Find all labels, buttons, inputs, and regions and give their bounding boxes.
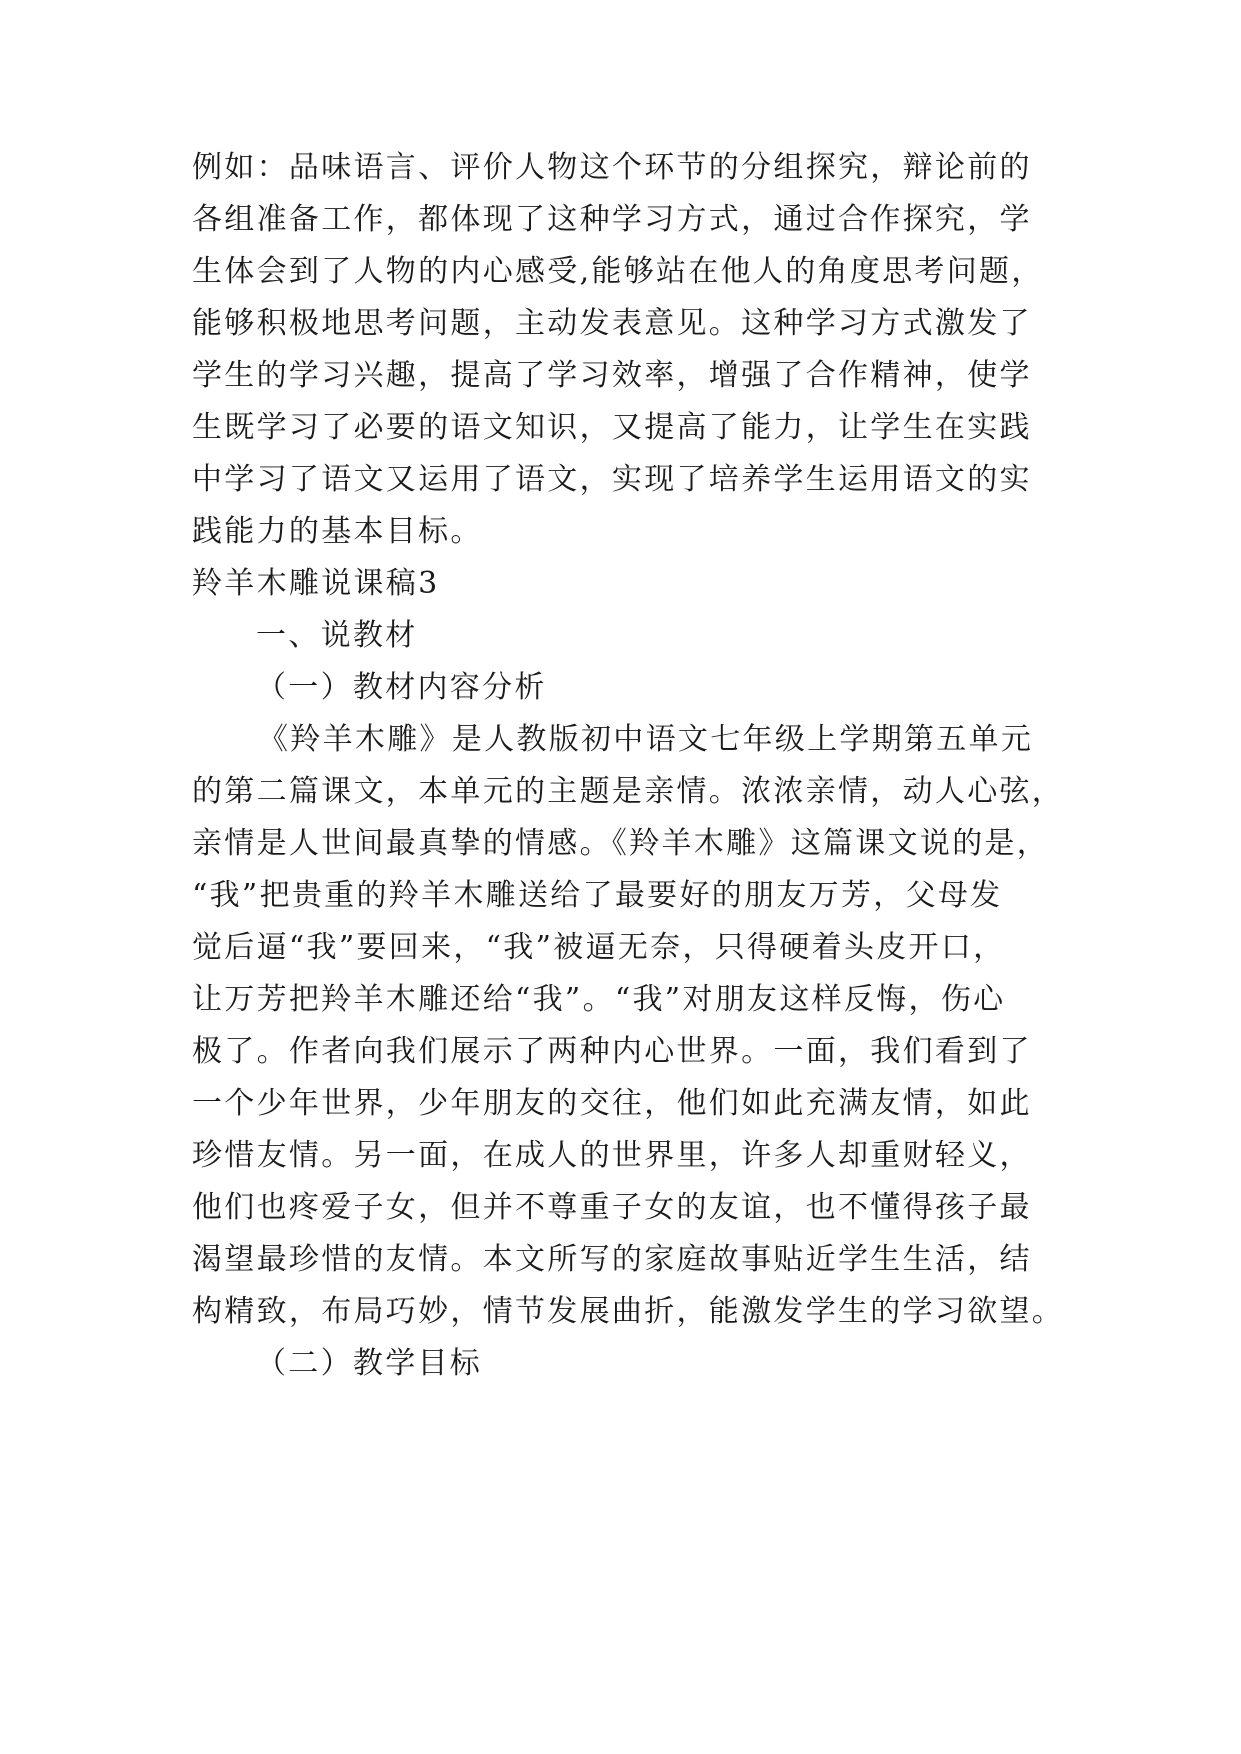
paragraph-line: 珍惜友情。另一面，在成人的世界里，许多人却重财轻义， — [192, 1138, 1032, 1173]
body-text-line: 学生的学习兴趣，提高了学习效率，增强了合作精神，使学 — [192, 358, 1032, 393]
body-text-line: 能够积极地思考问题，主动发表意见。这种学习方式激发了 — [192, 306, 1032, 341]
heading-level-2: （二）教学目标 — [256, 1346, 483, 1381]
paragraph-line: 极了。作者向我们展示了两种内心世界。一面，我们看到了 — [192, 1034, 1032, 1069]
paragraph-line: 他们也疼爱子女，但并不尊重子女的友谊，也不懂得孩子最 — [192, 1190, 1032, 1225]
body-text-line: 中学习了语文又运用了语文，实现了培养学生运用语文的实 — [192, 462, 1032, 497]
heading-level-2: （一）教材内容分析 — [256, 670, 547, 705]
paragraph-line: “我”把贵重的羚羊木雕送给了最要好的朋友万芳，父母发 — [192, 878, 1003, 913]
paragraph-line: 亲情是人世间最真挚的情感。《羚羊木雕》这篇课文说的是， — [192, 826, 1050, 861]
body-text-line: 例如：品味语言、评价人物这个环节的分组探究，辩论前的 — [192, 150, 1032, 185]
body-text-line: 生既学习了必要的语文知识，又提高了能力，让学生在实践 — [192, 410, 1032, 445]
paragraph-line: 觉后逼“我”要回来，“我”被逼无奈，只得硬着头皮开口， — [192, 930, 1006, 965]
paragraph-line: 渴望最珍惜的友情。本文所写的家庭故事贴近学生生活，结 — [192, 1242, 1032, 1277]
heading-level-1: 一、说教材 — [256, 618, 418, 653]
paragraph-line: 构精致，布局巧妙，情节发展曲折，能激发学生的学习欲望。 — [192, 1294, 1065, 1329]
body-text-line: 践能力的基本目标。 — [192, 514, 483, 549]
paragraph-line: 《羚羊木雕》是人教版初中语文七年级上学期第五单元 — [258, 722, 1034, 757]
paragraph-line: 的第二篇课文，本单元的主题是亲情。浓浓亲情，动人心弦， — [192, 774, 1065, 809]
section-title: 羚羊木雕说课稿3 — [192, 566, 440, 601]
paragraph-line: 一个少年世界，少年朋友的交往，他们如此充满友情，如此 — [192, 1086, 1032, 1121]
body-text-line: 生体会到了人物的内心感受,能够站在他人的角度思考问题， — [192, 254, 1044, 289]
body-text-line: 各组准备工作，都体现了这种学习方式，通过合作探究，学 — [192, 202, 1032, 237]
paragraph-line: 让万芳把羚羊木雕还给“我”。“我”对朋友这样反悔，伤心 — [192, 982, 1006, 1017]
